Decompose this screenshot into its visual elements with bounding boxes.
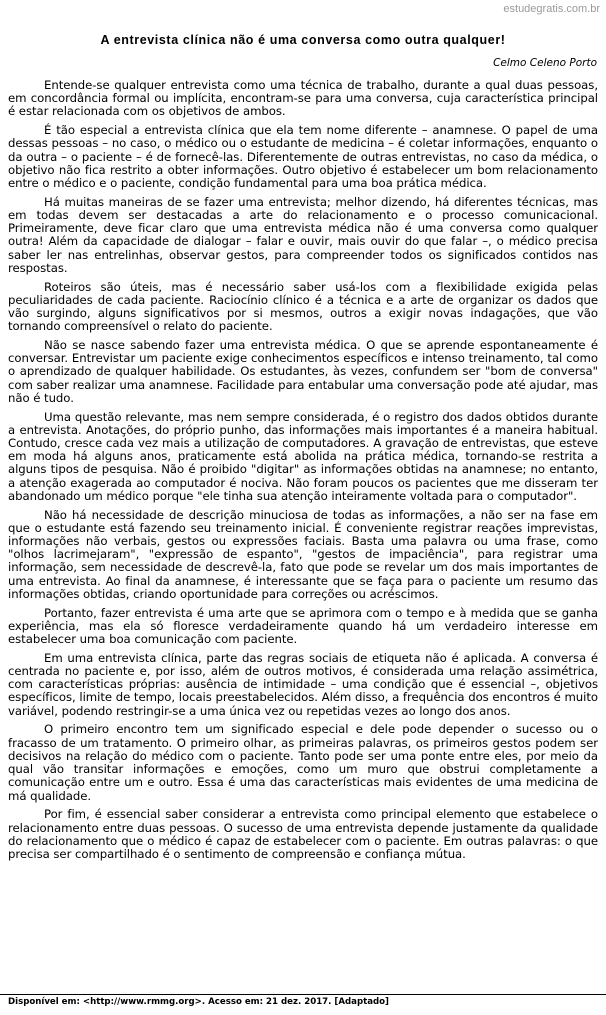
paragraph-8: Portanto, fazer entrevista é uma arte que se aprimora com o tempo e à medida que se ganha experiência, mas ela só floresce verdadeiramente quando há um verdadeiro interesse em estabelecer uma boa comunicação com paciente.	[8, 605, 598, 647]
article-body	[8, 79, 598, 867]
paragraph-9: Em uma entrevista clínica, parte das regras sociais de etiqueta não é aplicada. A conversa é centrada no paciente e, por isso, além de outros motivos, é considerada uma relação assimétrica, com características próprias: ausência de intimidade – uma condição que é essencial –, objetivos específicos, limite de tempo, locais preestabelecidos. Além disso, a frequência dos encontros é muito variável, podendo restringir-se a uma única vez ou repetidas vezes ao longo dos anos.	[8, 650, 598, 718]
footer-divider	[0, 994, 606, 995]
paragraph-5: Não se nasce sabendo fazer uma entrevista médica. O que se aprende espontaneamente é conversar. Entrevistar um paciente exige conhecimentos específicos e intenso treinamento, tal como o aprendizado de qualquer habilidade. Os estudantes, às vezes, confundem ser "bom de conversa" com saber realizar uma anamnese. Facilidade para entabular uma conversação pode até ajudar, mas não é tudo.	[8, 338, 598, 405]
paragraph-10: O primeiro encontro tem um significado especial e dele pode depender o sucesso ou o fracasso de um tratamento. O primeiro olhar, as primeiras palavras, os primeiros gestos podem ser decisivos na relação do médico com o paciente. Tanto pode ser uma ponte entre eles, por meio da qual vão transitar informações e emoções, como um muro que obstrui completamente a comunicação entre um e outro. Essa é uma das características mais evidentes de uma medicina de má qualidade.	[8, 722, 598, 803]
paragraph-3: Há muitas maneiras de se fazer uma entrevista; melhor dizendo, há diferentes técnicas, mas em todas devem ser destacadas a arte do relacionamento e o processo comunicacional. Primeiramente, deve ficar claro que uma entrevista médica não é uma conversa como qualquer outra! Além da capacidade de dialogar – falar e ouvir, mais ouvir do que falar –, o médico precisa saber ler nas entrelinhas, observar gestos, para compreender todos os significados contidos nas respostas.	[8, 194, 598, 275]
article-title: A entrevista clínica não é uma conversa como outra qualquer!	[100, 33, 506, 47]
paragraph-2: É tão especial a entrevista clínica que ela tem nome diferente – anamnese. O papel de uma dessas pessoas – no caso, o médico ou o estudante de medicina – é coletar informações, enquanto o da outra – o paciente – é de fornecê-las. Diferentemente de outras entrevistas, no caso da médica, o objetivo não fica restrito a obter informações. Outro objetivo é estabelecer um bom relacionamento entre o médico e o paciente, condição fundamental para uma boa prática médica.	[8, 123, 598, 191]
paragraph-6: Uma questão relevante, mas nem sempre considerada, é o registro dos dados obtidos durante a entrevista. Anotações, do próprio punho, das informações mais importantes é a maneira habitual. Contudo, cresce cada vez mais a utilização de computadores. A gravação de entrevistas, que esteve em moda há alguns anos, praticamente está abolida na prática médica, tornando-se restrita a alguns tipos de pesquisa. Não é proibido "digitar" as informações obtidas na anamnese; no entanto, a atenção exagerada ao computador é nociva. Não foram poucos os pacientes que me disseram ter abandonado um médico porque "ele tinha sua atenção inteiramente voltada para o computador".	[8, 409, 598, 503]
article-author: Celmo Celeno Porto	[493, 57, 597, 69]
paragraph-1: Entende-se qualquer entrevista como uma técnica de trabalho, durante a qual duas pessoas, em concordância formal ou implícita, encontram-se para uma conversa, cuja característica principal é estar relacionada com os objetivos de ambos.	[8, 78, 598, 119]
site-watermark: estudegratis.com.br	[503, 3, 600, 15]
paragraph-7: Não há necessidade de descrição minuciosa de todas as informações, a não ser na fase em que o estudante está fazendo seu treinamento inicial. É conveniente registrar reações imprevistas, informações não verbais, gestos ou expressões faciais. Basta uma palavra ou uma frase, como "olhos lacrimejaram", "expressão de espanto", "gestos de impaciência", para registrar uma informação, sem necessidade de descrevê-la, fato que pode se revelar um dos mais importantes de uma entrevista. Ao final da anamnese, é interessante que se faça para o paciente um resumo das informações obtidas, criando oportunidade para correções ou acréscimos.	[8, 507, 598, 601]
source-citation: Disponível em: <http://www.rmmg.org>. Acesso em: 21 dez. 2017. [Adaptado]	[8, 997, 389, 1007]
paragraph-11: Por fim, é essencial saber considerar a entrevista como principal elemento que estabelece o relacionamento entre duas pessoas. O sucesso de uma entrevista depende justamente da qualidade do relacionamento que o médico é capaz de estabelecer com o paciente. Em outras palavras: o que precisa ser compartilhado é o sentimento de compreensão e confiança mútua.	[8, 807, 598, 861]
paragraph-4: Roteiros são úteis, mas é necessário saber usá-los com a flexibilidade exigida pelas peculiaridades de cada paciente. Raciocínio clínico é a técnica e a arte de organizar os dados que vão surgindo, alguns significativos por si mesmos, outros a exigir novas indagações, que vão tornando compreensível o relato do paciente.	[8, 279, 598, 334]
